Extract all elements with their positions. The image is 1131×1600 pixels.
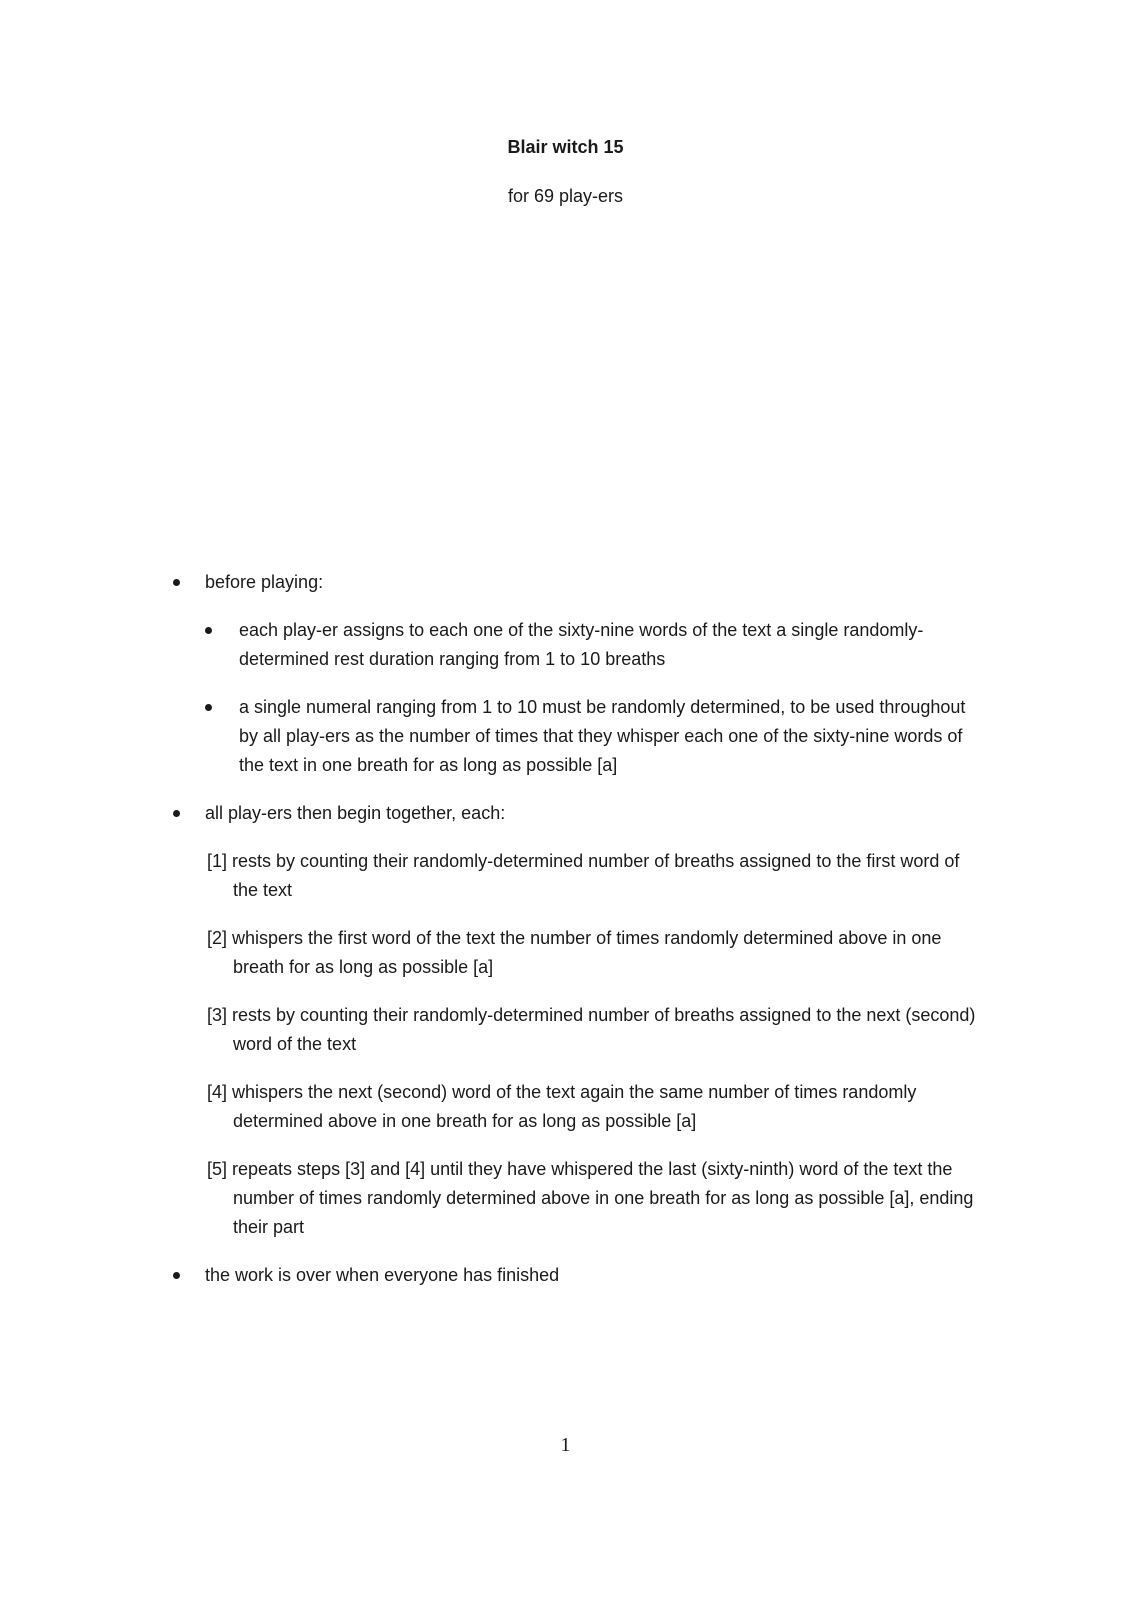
- step-item: [1] rests by counting their randomly-determined number of breaths assigned to the first word of the text: [207, 851, 960, 900]
- list-item-work-over: [0, 1261, 985, 1290]
- list-item-label: the work is over when everyone has finished: [205, 1265, 560, 1285]
- bullet-icon: [173, 579, 180, 586]
- step-item: [3] rests by counting their randomly-determined number of breaths assigned to the next (second) word of the text: [207, 1005, 976, 1054]
- sub-list-item: [0, 693, 985, 780]
- step-item: [5] repeats steps [3] and [4] until they have whispered the last (sixty-ninth) word of the text the number of times randomly determined above in one breath for as long as possible [a], ending their part: [207, 1159, 974, 1237]
- step-item: [4] whispers the next (second) word of the text again the same number of times randomly determined above in one breath for as long as possible [a]: [207, 1082, 917, 1131]
- bullet-icon: [205, 704, 212, 711]
- document-subtitle: for 69 play-ers: [507, 186, 624, 206]
- bullet-icon: [205, 627, 212, 634]
- list-item-label: before playing:: [205, 572, 324, 592]
- sub-list-item: [0, 616, 985, 674]
- sub-list-item-text: each play-er assigns to each one of the sixty-nine words of the text a single randomly-determined rest duration ranging from 1 to 10 breaths: [239, 620, 924, 669]
- list-item-begin-together: [0, 799, 985, 828]
- list-item-before-playing: [0, 568, 985, 597]
- page-number: 1: [560, 1434, 571, 1456]
- instructions-list: [0, 568, 1131, 1290]
- step-item: [2] whispers the first word of the text the number of times randomly determined above in one breath for as long as possible [a]: [207, 928, 942, 977]
- list-item-label: all play-ers then begin together, each:: [205, 803, 506, 823]
- document-title: Blair witch 15: [507, 137, 624, 157]
- sub-list-item-text: a single numeral ranging from 1 to 10 must be randomly determined, to be used throughout by all play-ers as the number of times that they whisper each one of the sixty-nine words of the text in one breath for as long as possible [a]: [239, 697, 966, 775]
- bullet-icon: [173, 810, 180, 817]
- bullet-icon: [173, 1272, 180, 1279]
